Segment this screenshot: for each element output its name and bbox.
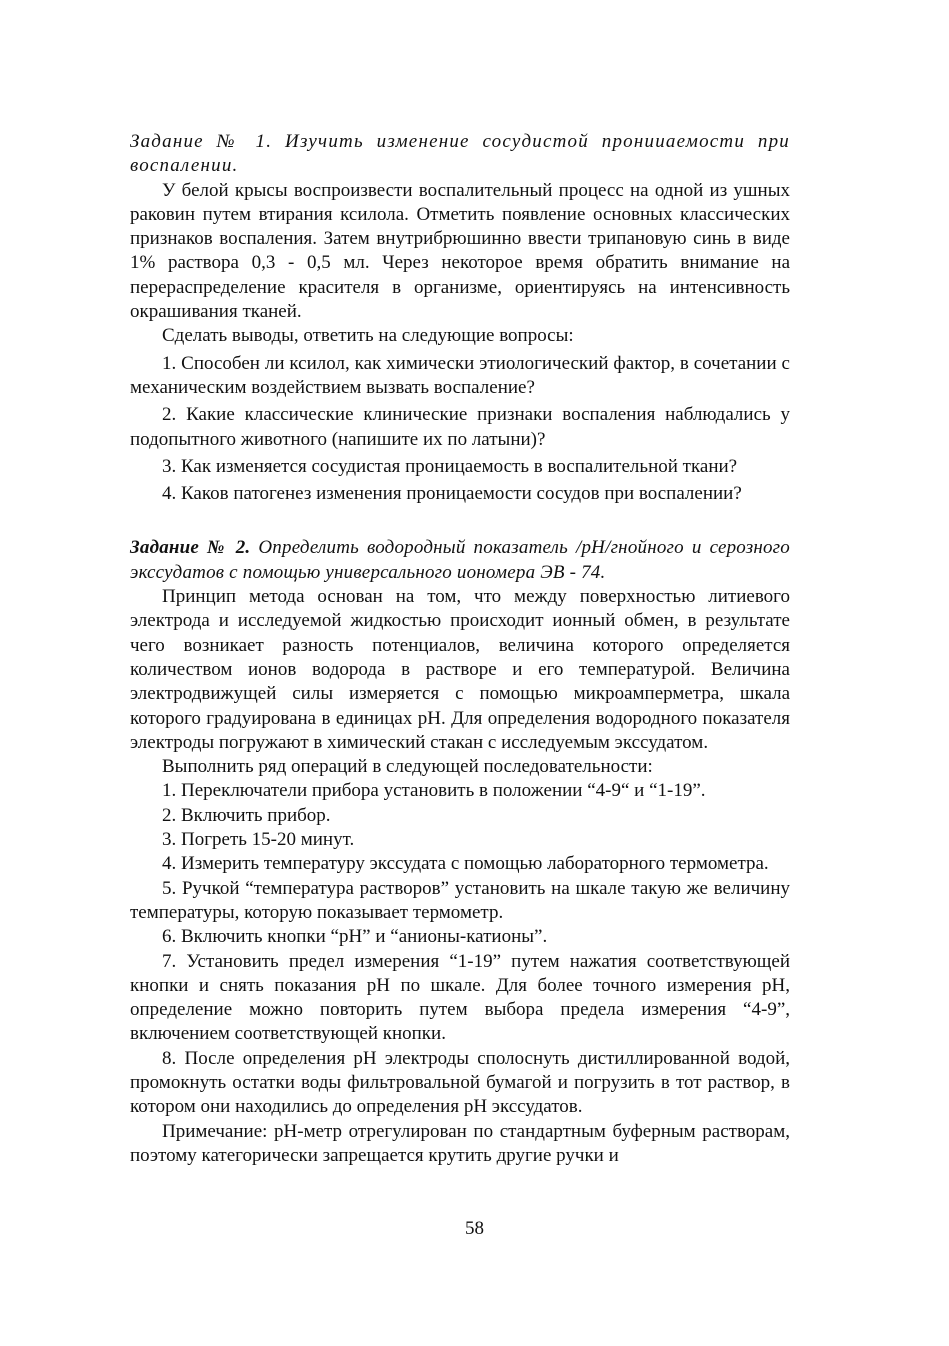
task1-question: 2. Какие классические клинические признаки воспаления наблюдались у подопытного животного (напишите их по латыни)? — [130, 404, 790, 450]
task1-question: 3. Как изменяется сосудистая проницаемость в воспалительной ткани? — [162, 455, 738, 477]
task2-step: 8. После определения pH электроды сполоснуть дистиллированной водой, промокнуть остатки воды фильтровальной бумагой и погрузить в тот раствор, в котором они находились до определения pH экссудатов. — [130, 1047, 790, 1118]
task2-note: Примечание: pH-метр отрегулирован по стандартным буферным растворам, поэтому категорически запрещается крутить другие ручки и — [130, 1120, 790, 1166]
task2-step: 6. Включить кнопки “pH” и “анионы-катионы”. — [162, 926, 548, 948]
task1-question: 1. Способен ли ксилол, как химически этиологический фактор, в сочетании с механическим воздействием вызвать воспаление? — [130, 352, 790, 398]
task2-paragraph: Принцип метода основан на том, что между поверхностью литиевого электрода и исследуемой жидкостью происходит ионный обмен, в результате чего возникает разность потенциалов, величина которого определяется количеством ионов водорода в растворе и его температурой. Величина электродвижущей силы измеряется с помощью микроамперметра, шкала которого градуирована в единицах pH. Для определения водородного показателя электроды погружают в химический стакан с исследуемым экссудатом. — [130, 586, 790, 753]
task2-step: 3. Погреть 15-20 минут. — [162, 829, 355, 851]
task2-title: Определить водородный показатель /pH/гнойного и серозного экссудатов с помощью универсального иономера ЭВ - 74. — [130, 537, 790, 583]
task2-label: Задание № 2. — [130, 537, 251, 559]
task2-heading — [130, 536, 790, 585]
task1-question: 4. Каков патогенез изменения проницаемости сосудов при воспалении? — [162, 483, 742, 505]
task2-step: 7. Установить предел измерения “1-19” путем нажатия соответствующей кнопки и снять показания pH по шкале. Для более точного измерения pH, определение можно повторить путем выбора предела измерения “4-9”, включением соответствующей кнопки. — [130, 950, 790, 1045]
page-content — [130, 130, 790, 1168]
task1-title: Задание № 1. Изучить изменение сосудистой прониuаемости при воспалении. — [130, 131, 790, 177]
task2-step: 2. Включить прибор. — [162, 804, 331, 826]
task2-step: 1. Переключатели прибора установить в положении “4-9“ и “1-19”. — [162, 780, 706, 802]
task2-paragraph: Выполнить ряд операций в следующей последовательности: — [162, 756, 653, 778]
task2-step: 4. Измерить температуру экссудата с помощью лабораторного термометра. — [162, 853, 769, 875]
task1-paragraph: У белой крысы воспроизвести воспалительный процесс на одной из ушных раковин путем втирания ксилола. Отметить появление основных классических признаков воспаления. Затем внутрибрюшинно ввести трипановую синь в виде 1% раствора 0,3 - 0,5 мл. Через некоторое время обратить внимание на перераспределение красителя в организме, ориентируясь на интенсивность окрашивания тканей. — [130, 179, 790, 323]
task1-paragraph: Сделать выводы, ответить на следующие вопросы: — [162, 325, 574, 347]
page-number: 58 — [465, 1218, 484, 1239]
task2-step: 5. Ручкой “температура растворов” установить на шкале такую же величину температуры, которую показывает термометр. — [130, 877, 790, 923]
